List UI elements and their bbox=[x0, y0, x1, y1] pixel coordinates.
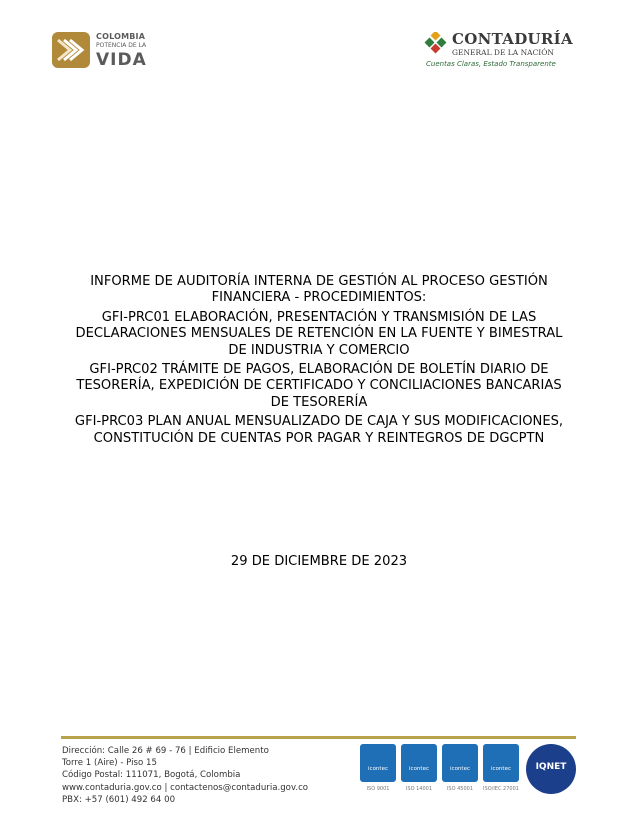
title-paragraph-1: INFORME DE AUDITORÍA INTERNA DE GESTIÓN AL PROCESO GESTIÓN FINANCIERA - PROCEDIMIENTOS: bbox=[90, 274, 548, 306]
title-paragraph-3: GFI-PRC02 TRÁMITE DE PAGOS, ELABORACIÓN DE BOLETÍN DIARIO DE TESORERÍA, EXPEDICIÓN DE CERTIFICADO Y CONCILIACIONES BANCARIAS DE TESORERÍA bbox=[76, 362, 562, 410]
footer-address: Dirección: Calle 26 # 69 - 76 | Edificio Elemento bbox=[62, 746, 269, 756]
icontec-cert-icon: icontec ISO/IEC 27001 bbox=[483, 744, 519, 782]
report-date: 29 DE DICIEMBRE DE 2023 bbox=[230, 554, 408, 569]
logo-text-vida: VIDA bbox=[96, 50, 147, 70]
icontec-cert-icon: icontec ISO 9001 bbox=[360, 744, 396, 782]
contaduria-logo bbox=[424, 30, 584, 72]
iqnet-label: IQNET bbox=[535, 762, 567, 772]
logo-slogan: Cuentas Claras, Estado Transparente bbox=[426, 60, 556, 68]
logo-text-general: GENERAL DE LA NACIÓN bbox=[452, 48, 554, 57]
icontec-cert-icon: icontec ISO 14001 bbox=[401, 744, 437, 782]
colombia-potencia-logo bbox=[50, 30, 160, 72]
footer-tower: Torre 1 (Aire) - Piso 15 bbox=[62, 758, 157, 769]
report-title bbox=[70, 274, 568, 450]
footer-divider bbox=[61, 736, 576, 739]
colombia-logo-icon bbox=[50, 30, 92, 70]
footer-postal: Código Postal: 111071, Bogotá, Colombia bbox=[62, 770, 241, 781]
certification-logos bbox=[360, 744, 580, 814]
footer-web-email[interactable]: www.contaduria.gov.co | contactenos@contaduria.gov.co bbox=[62, 782, 309, 793]
footer-phone: PBX: +57 (601) 492 64 00 bbox=[62, 794, 176, 805]
contaduria-logo-icon bbox=[424, 32, 448, 58]
logo-text-colombia: COLOMBIA bbox=[96, 32, 146, 41]
logo-text-potencia: POTENCIA DE LA bbox=[96, 42, 147, 49]
iqnet-logo bbox=[526, 744, 576, 794]
icontec-cert-icon: icontec ISO 45001 bbox=[442, 744, 478, 782]
title-paragraph-4: GFI-PRC03 PLAN ANUAL MENSUALIZADO DE CAJA Y SUS MODIFICACIONES, CONSTITUCIÓN DE CUENTAS POR PAGAR Y REINTEGROS DE DGCPTN bbox=[74, 414, 564, 446]
footer-contact bbox=[62, 745, 308, 806]
title-paragraph-2: GFI-PRC01 ELABORACIÓN, PRESENTACIÓN Y TRANSMISIÓN DE LAS DECLARACIONES MENSUALES DE RETENCIÓN EN LA FUENTE Y BIMESTRAL DE INDUSTRIA Y COMERCIO bbox=[75, 309, 563, 358]
logo-text-contaduria: CONTADURÍA bbox=[452, 30, 573, 48]
